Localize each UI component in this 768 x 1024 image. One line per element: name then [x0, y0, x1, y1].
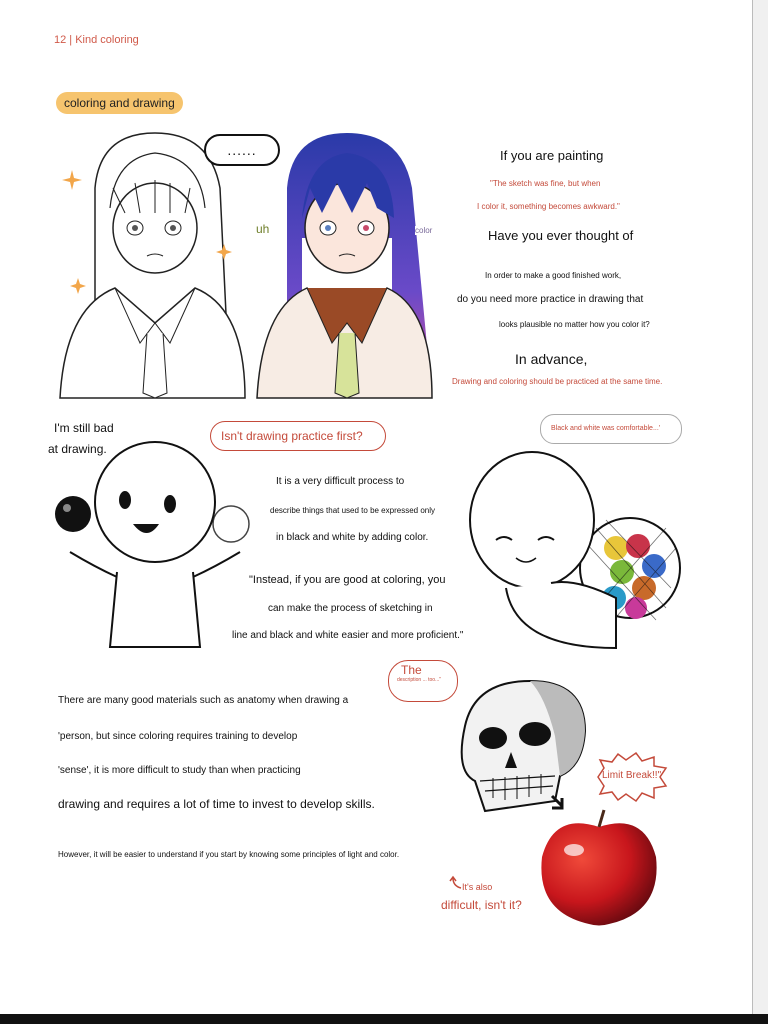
- page-right-edge: [752, 0, 768, 1024]
- text-line: 'person, but since coloring requires training to develop: [58, 731, 298, 742]
- at-drawing-text: at drawing.: [48, 442, 107, 456]
- colored-girl-illustration: [252, 128, 442, 408]
- apple-illustration: [534, 802, 664, 932]
- sparkle-icon: [216, 244, 232, 260]
- closing-text: However, it will be easier to understand if you start by knowing some principles of light and color.: [58, 850, 400, 859]
- text-line: line and black and white easier and more proficient.": [232, 630, 464, 641]
- text-line: Have you ever thought of: [488, 228, 634, 243]
- text-line: I color it, something becomes awkward.": [477, 202, 620, 211]
- page-bottom-edge: [0, 1014, 768, 1024]
- text-line: can make the process of sketching in: [268, 603, 433, 614]
- text-line: "Instead, if you are good at coloring, you: [249, 574, 446, 586]
- bubble-text: Black and white was comfortable...': [551, 425, 661, 432]
- uh-label: uh: [256, 222, 270, 236]
- sparkle-icon: [62, 170, 82, 190]
- section-tag: coloring and drawing: [56, 92, 183, 114]
- page-header: 12 | Kind coloring: [54, 34, 139, 46]
- still-bad-text: I'm still bad: [54, 421, 114, 435]
- text-line: describe things that used to be expressed only: [270, 506, 435, 515]
- speech-bubble-black-white: [540, 414, 682, 444]
- limit-break-text: Limit Break!!": [602, 770, 662, 781]
- text-line: Drawing and coloring should be practiced at the same time.: [452, 377, 663, 386]
- text-line: In order to make a good finished work,: [485, 271, 622, 280]
- bubble-text: Isn't drawing practice first?: [221, 429, 363, 443]
- bubble-the-small: description ... too...": [397, 677, 442, 683]
- difficult-text: difficult, isn't it?: [441, 898, 522, 912]
- bubble-the-text: The: [401, 663, 422, 677]
- chibi-shrug-illustration: [55, 432, 255, 652]
- text-line: If you are painting: [500, 148, 604, 163]
- speech-dots-text: ......: [227, 142, 257, 158]
- sparkle-icon: [70, 278, 86, 294]
- text-line: drawing and requires a lot of time to invest to develop skills.: [58, 797, 375, 811]
- color-label: color: [415, 226, 433, 235]
- curved-arrow-icon: [449, 876, 463, 890]
- sketch-girl-illustration: [55, 128, 255, 408]
- text-line: "The sketch was fine, but when: [490, 179, 601, 188]
- text-line: There are many good materials such as anatomy when drawing a: [58, 695, 349, 706]
- its-also-text: It's also: [462, 882, 493, 892]
- text-line: It is a very difficult process to: [276, 476, 405, 487]
- sweating-chibi-illustration: [466, 448, 686, 648]
- text-line: do you need more practice in drawing that: [457, 294, 644, 305]
- text-line: 'sense', it is more difficult to study than when practicing: [58, 765, 301, 776]
- text-line: in black and white by adding color.: [276, 532, 429, 543]
- text-line: In advance,: [515, 351, 588, 367]
- text-line: looks plausible no matter how you color it?: [499, 320, 650, 329]
- skull-illustration: [445, 676, 595, 816]
